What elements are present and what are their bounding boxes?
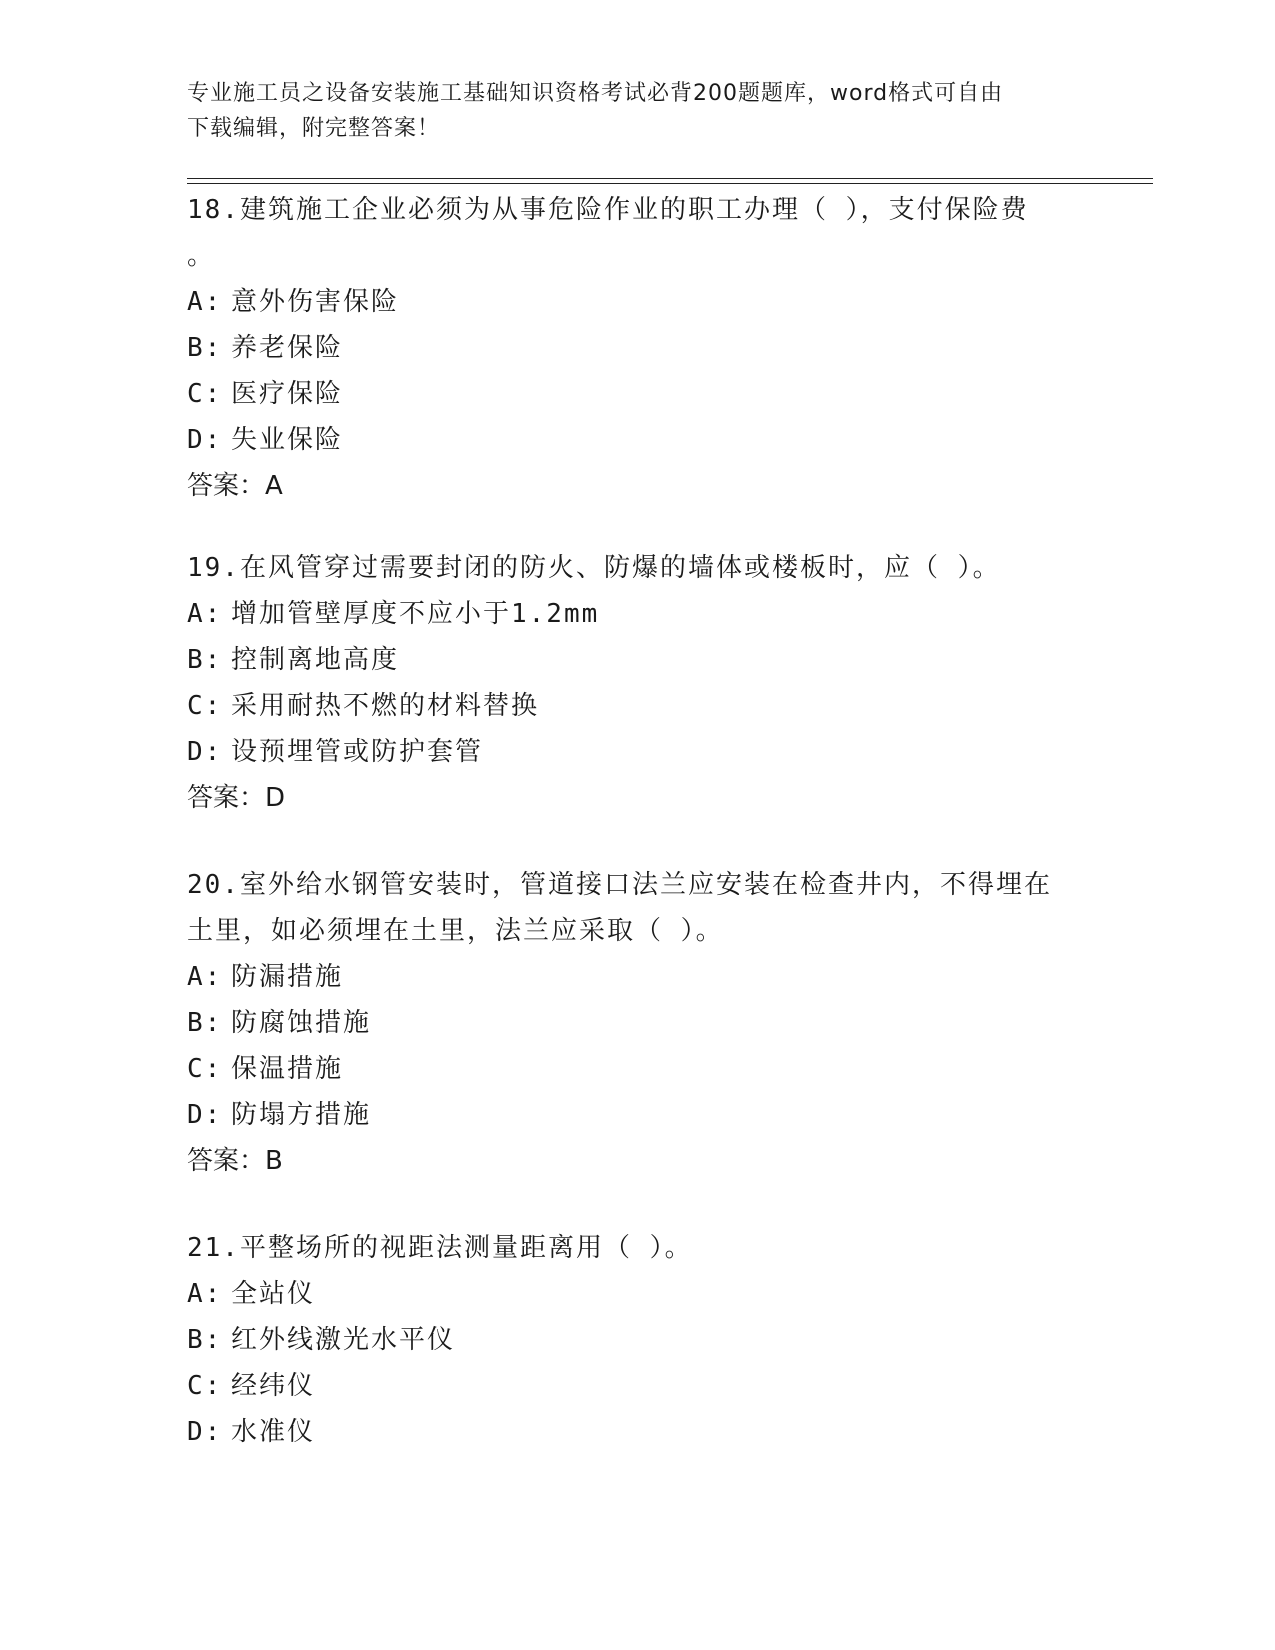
question-stem-line-2: 。: [187, 241, 216, 271]
answer: 答案：B: [187, 1146, 283, 1176]
option-key: A:: [187, 962, 223, 992]
option-text: 红外线激光水平仪: [231, 1325, 456, 1355]
option-c: [187, 1363, 1087, 1409]
option-key: B:: [187, 1008, 223, 1038]
option-text: 意外伤害保险: [231, 287, 400, 317]
option-b: [187, 325, 1087, 371]
option-text: 养老保险: [231, 333, 344, 363]
option-b: [187, 1317, 1087, 1363]
option-c: [187, 371, 1087, 417]
option-key: C:: [187, 691, 223, 721]
option-key: D:: [187, 737, 223, 767]
option-text: 控制离地高度: [231, 645, 400, 675]
option-d: [187, 1409, 1087, 1455]
option-text: 防塌方措施: [231, 1100, 372, 1130]
question-stem-line-2: 土里，如必须埋在土里，法兰应采取（ ）。: [187, 916, 724, 946]
option-a: [187, 591, 1087, 637]
option-key: B:: [187, 333, 223, 363]
option-key: C:: [187, 379, 223, 409]
header-line-1: 专业施工员之设备安装施工基础知识资格考试必背200题题库，word格式可自由: [187, 81, 1004, 106]
question-stem-line-1: 20.室外给水钢管安装时，管道接口法兰应安装在检查井内，不得埋在: [187, 870, 1052, 900]
option-key: A:: [187, 599, 223, 629]
option-key: D:: [187, 425, 223, 455]
question-stem-line-1: 19.在风管穿过需要封闭的防火、防爆的墙体或楼板时，应（ ）。: [187, 553, 1001, 583]
option-text: 失业保险: [231, 425, 344, 455]
option-d: [187, 729, 1087, 775]
option-d: [187, 1092, 1087, 1138]
option-key: A:: [187, 1279, 223, 1309]
answer: 答案：A: [187, 471, 283, 501]
option-c: [187, 683, 1087, 729]
option-text: 水准仪: [231, 1417, 316, 1447]
option-key: D:: [187, 1100, 223, 1130]
question-18: [187, 187, 1087, 509]
option-key: C:: [187, 1054, 223, 1084]
question-20: [187, 862, 1087, 1184]
option-d: [187, 417, 1087, 463]
option-text: 保温措施: [231, 1054, 344, 1084]
option-key: C:: [187, 1371, 223, 1401]
header-line-2: 下载编辑，附完整答案！: [187, 116, 441, 141]
header-divider-bottom: [187, 183, 1153, 184]
document-header: [187, 76, 1077, 146]
option-b: [187, 1000, 1087, 1046]
header-divider-top: [187, 178, 1153, 179]
option-a: [187, 1271, 1087, 1317]
option-b: [187, 637, 1087, 683]
question-stem-line-1: 18.建筑施工企业必须为从事危险作业的职工办理（ ），支付保险费: [187, 195, 1029, 225]
option-key: B:: [187, 1325, 223, 1355]
option-text: 全站仪: [231, 1279, 316, 1309]
option-c: [187, 1046, 1087, 1092]
question-21: [187, 1225, 1087, 1455]
option-text: 增加管壁厚度不应小于1.2mm: [231, 599, 600, 629]
answer: 答案：D: [187, 783, 286, 813]
option-key: A:: [187, 287, 223, 317]
option-text: 防腐蚀措施: [231, 1008, 372, 1038]
option-a: [187, 279, 1087, 325]
question-19: [187, 545, 1087, 821]
option-text: 防漏措施: [231, 962, 344, 992]
option-key: B:: [187, 645, 223, 675]
question-stem-line-1: 21.平整场所的视距法测量距离用（ ）。: [187, 1233, 693, 1263]
option-text: 经纬仪: [231, 1371, 316, 1401]
option-text: 设预埋管或防护套管: [231, 737, 484, 767]
option-text: 医疗保险: [231, 379, 344, 409]
option-text: 采用耐热不燃的材料替换: [231, 691, 540, 721]
option-a: [187, 954, 1087, 1000]
option-key: D:: [187, 1417, 223, 1447]
